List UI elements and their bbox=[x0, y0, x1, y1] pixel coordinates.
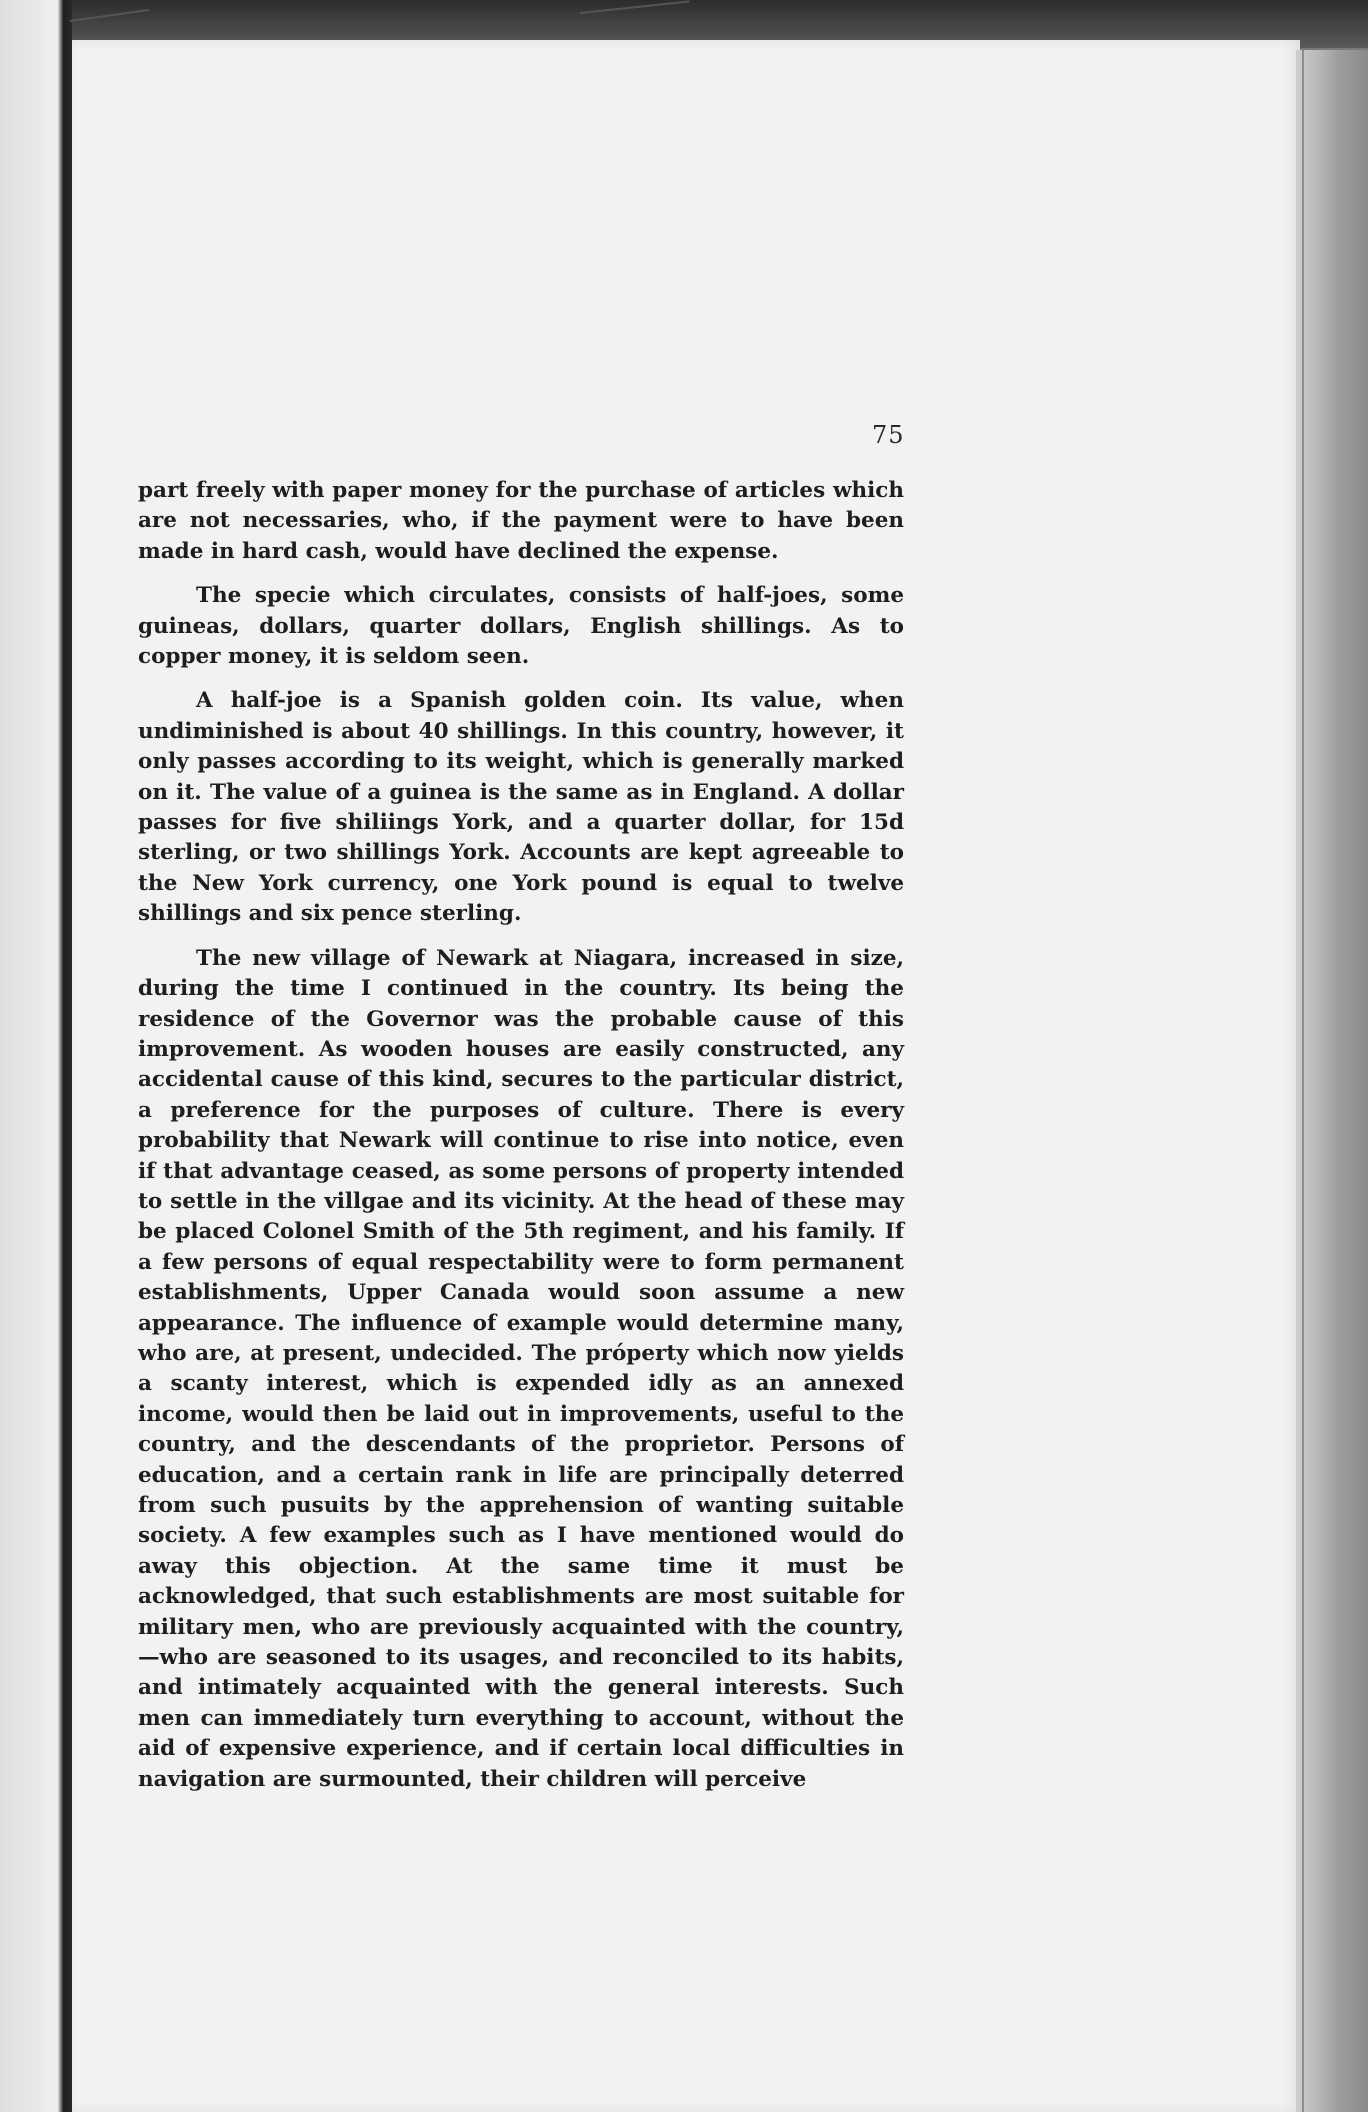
paragraph: A half-joe is a Spanish golden coin. Its value, when undiminished is about 40 shillings. In this country, however, it only passes according to its weight, which is generally marked on it. The value of a guinea is the same as in England. A dollar passes for five shiliings York, and a quarter dollar, for 15d sterling, or two shillings York. Accounts are kept agreeable to the New York currency, one York pound is equal to twelve shillings and six pence sterling. bbox=[138, 688, 904, 927]
paragraph: The new village of Newark at Niagara, increased in size, during the time I continued in the country. Its being the residence of the Governor was the probable cause of this improvement. As wooden houses are easily constructed, any accidental cause of this kind, secures to the particular district, a preference for the purposes of culture. There is every probability that Newark will continue to rise into notice, even if that advantage ceased, as some persons of property intended to settle in the villgae and its vicinity. At the head of these may be placed Colonel Smith of the 5th regiment, and his family. If a few persons of equal respectability were to form permanent establishments, Upper Canada would soon assume a new appearance. The influence of example would determine many, who are, at present, undecided. The próperty which now yields a scanty interest, which is expended idly as an annexed income, would then be laid out in improvements, useful to the country, and the descendants of the proprietor. Persons of education, and a certain rank in life are principally deterred from such pusuits by the apprehension of wanting suitable society. A few examples such as I have mentioned would do away this objection. At the same time it must be acknowledged, that such establishments are most suitable for military men, who are previously acquainted with the country,—who are seasoned to its usages, and reconciled to its habits, and intimately acquainted with the general interests. Such men can immediately turn everything to account, without the aid of expensive experience, and if certain local difficulties in navigation are surmounted, their children will perceive bbox=[138, 945, 904, 1792]
page-number: 75 bbox=[872, 421, 905, 449]
paragraph: The specie which circulates, consists of half-joes, some guineas, dollars, quarter dollars, English shillings. As to copper money, it is seldom seen. bbox=[138, 583, 904, 670]
page-right-edge bbox=[1296, 50, 1368, 2112]
left-page-margin bbox=[0, 0, 72, 2112]
paragraph: part freely with paper money for the purchase of articles which are not necessaries, who, if the payment were to have been made in hard cash, would have declined the expense. bbox=[138, 478, 904, 564]
body-text bbox=[138, 476, 904, 1809]
